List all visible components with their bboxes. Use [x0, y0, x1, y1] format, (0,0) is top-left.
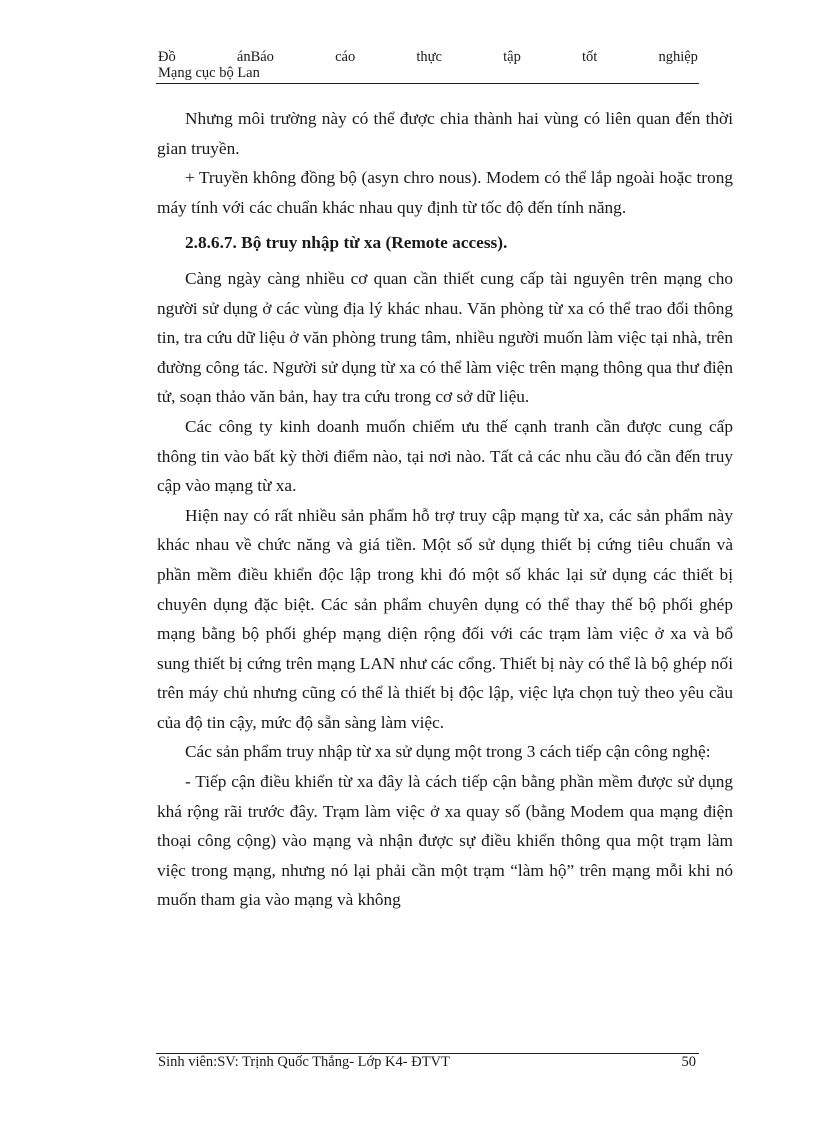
- header-word: ánBáo: [236, 49, 274, 65]
- page-footer: [158, 1054, 698, 1070]
- document-body: [157, 104, 733, 915]
- paragraph: + Truyền không đồng bộ (asyn chro nous). Modem có thể lắp ngoài hoặc trong máy tính với các chuẩn khác nhau quy định từ tốc độ đến tính năng.: [157, 168, 733, 217]
- paragraph: Càng ngày càng nhiều cơ quan cần thiết cung cấp tài nguyên trên mạng cho người sử dụng ở các vùng địa lý khác nhau. Văn phòng từ xa có thể trao đổi thông tin, tra cứu dữ liệu ở văn phòng trung tâm, nhiều người muốn làm việc tại nhà, trên đường công tác. Người sử dụng từ xa có thể làm việc trên mạng thông qua thư điện tử, soạn thảo văn bản, hay tra cứu trong cơ sở dữ liệu.: [157, 268, 733, 407]
- footer-student: Sinh viên:SV: Trịnh Quốc Thắng- Lớp K4- ĐTVT: [158, 1054, 450, 1070]
- page-header: [158, 49, 698, 81]
- section-heading: 2.8.6.7. Bộ truy nhập từ xa (Remote access).: [185, 233, 508, 253]
- header-subtitle: Mạng cục bộ Lan: [158, 65, 260, 81]
- paragraph: Các công ty kinh doanh muốn chiếm ưu thế cạnh tranh cần được cung cấp thông tin vào bất kỳ thời điểm nào, tại nơi nào. Tất cả các nhu cầu đó cần đến truy cập vào mạng từ xa.: [157, 416, 733, 496]
- header-title-line: [158, 49, 698, 65]
- paragraph: Các sản phẩm truy nhập từ xa sử dụng một trong 3 cách tiếp cận công nghệ:: [185, 742, 711, 762]
- header-word: Đồ: [158, 49, 176, 65]
- paragraph: Hiện nay có rất nhiều sản phẩm hỗ trợ truy cập mạng từ xa, các sản phẩm này khác nhau về chức năng và giá tiền. Một số sử dụng thiết bị cứng tiêu chuẩn và phần mềm điều khiển độc lập trong khi đó một số khác lại sử dụng các thiết bị chuyên dụng đặc biệt. Các sản phẩm chuyên dụng có thể thay thế bộ phối ghép mạng bằng bộ phối ghép mạng diện rộng đối với các trạm làm việc ở xa và bổ sung thiết bị cứng trên mạng LAN như các cổng. Thiết bị này có thể là bộ ghép nối trên máy chủ nhưng cũng có thể là thiết bị độc lập, việc lựa chọn tuỳ theo yêu cầu của độ tin cậy, mức độ sẵn sàng làm việc.: [157, 505, 733, 732]
- header-divider: [156, 83, 699, 84]
- header-word: tốt: [581, 49, 598, 65]
- paragraph: - Tiếp cận điều khiển từ xa đây là cách tiếp cận bằng phần mềm được sử dụng khá rộng rãi trước đây. Trạm làm việc ở xa quay số (bằng Modem qua mạng điện thoại công cộng) vào mạng và nhận được sự điều khiển thông qua một trạm làm việc trong mạng, nhưng nó lại phải cần một trạm “làm hộ” trên mạng mỗi khi nó muốn tham gia vào mạng và không: [157, 772, 733, 910]
- header-word: thực: [416, 49, 442, 65]
- header-word: tập: [503, 49, 521, 65]
- header-word: nghiệp: [658, 49, 698, 65]
- paragraph: Nhưng môi trường này có thể được chia thành hai vùng có liên quan đến thời gian truyền.: [157, 109, 733, 158]
- header-word: cáo: [335, 49, 356, 65]
- page-number: 50: [681, 1054, 696, 1070]
